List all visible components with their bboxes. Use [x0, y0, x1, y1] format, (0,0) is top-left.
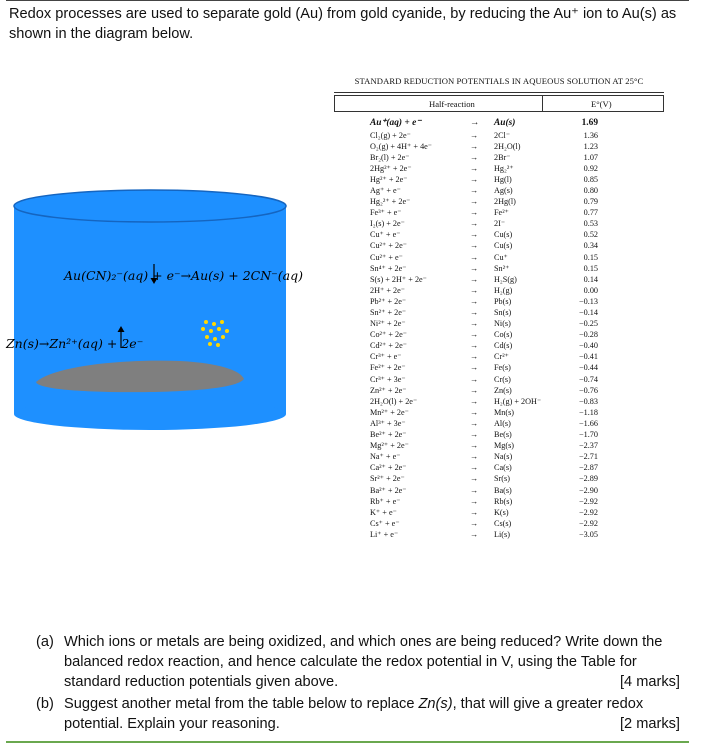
half-reaction-left: Fe³⁺ + e⁻	[370, 208, 402, 218]
reaction-arrow: →	[470, 219, 479, 229]
potential-value: 0.53	[583, 219, 598, 229]
question-a-marks: [4 marks]	[619, 674, 680, 690]
reaction-arrow: →	[470, 385, 479, 395]
half-reaction-left: Hg²⁺ + 2e⁻	[370, 174, 408, 184]
half-reaction-left: Pb²⁺ + 2e⁻	[370, 296, 407, 306]
half-reaction-right: Sn(s)	[494, 308, 512, 317]
reaction-arrow: →	[470, 197, 479, 207]
half-reaction-right: Cu(s)	[494, 241, 513, 251]
half-reaction-right: H₂(g)	[494, 285, 513, 295]
half-reaction-left: Fe²⁺ + 2e⁻	[370, 363, 406, 373]
half-reaction-left: Cr³⁺ + 3e⁻	[370, 374, 406, 384]
reduction-potentials-table	[334, 72, 664, 620]
reaction-arrow: →	[470, 118, 480, 128]
half-reaction-left: Cl₂(g) + 2e⁻	[370, 130, 411, 140]
table-row	[334, 351, 664, 362]
table-row	[334, 141, 664, 152]
table-row	[334, 496, 664, 507]
half-reaction-right: H₂(g) + 2OH⁻	[494, 396, 542, 406]
half-reaction-right: Cr²⁺	[494, 352, 509, 362]
table-row	[334, 462, 664, 473]
reaction-arrow: →	[470, 496, 479, 506]
half-reaction-left: K⁺ + e⁻	[370, 507, 397, 517]
potential-value: −2.87	[579, 463, 598, 473]
reaction-arrow: →	[470, 407, 479, 417]
potential-value: −0.83	[579, 396, 598, 406]
half-reaction-right: Hg₂²⁺	[494, 163, 514, 173]
half-reaction-right: Ca(s)	[494, 463, 512, 473]
half-reaction-left: Mg²⁺ + 2e⁻	[370, 441, 409, 451]
reaction-arrow: →	[470, 374, 479, 384]
table-row	[334, 185, 664, 196]
table-row	[334, 252, 664, 263]
potential-value: 1.69	[581, 118, 598, 128]
half-reaction-left: Hg₂²⁺ + 2e⁻	[370, 197, 411, 207]
table-row	[334, 229, 664, 240]
reaction-arrow: →	[470, 341, 479, 351]
potential-value: −2.71	[579, 452, 598, 462]
half-reaction-left: Au⁺(aq) + e⁻	[370, 118, 422, 128]
reaction-arrow: →	[470, 208, 479, 218]
potential-value: 1.23	[583, 141, 598, 151]
half-reaction-right: Zn(s)	[494, 385, 512, 395]
half-reaction-right: 2Hg(l)	[494, 197, 516, 207]
reaction-arrow: →	[470, 263, 479, 273]
reaction-arrow: →	[470, 141, 479, 151]
half-reaction-right: Li(s)	[494, 529, 510, 539]
reaction-arrow: →	[470, 252, 479, 262]
table-row	[334, 130, 664, 141]
reaction-arrow: →	[470, 363, 479, 373]
reaction-arrow: →	[470, 529, 479, 539]
potential-value: 0.34	[583, 241, 598, 251]
potential-value: −0.28	[579, 330, 598, 340]
potential-value: 0.79	[583, 197, 598, 207]
half-reaction-left: Al³⁺ + 3e⁻	[370, 418, 406, 428]
question-a-letter: (a)	[36, 634, 54, 650]
potential-value: 0.80	[583, 185, 598, 195]
half-reaction-right: Sn²⁺	[494, 263, 510, 273]
question-b-text-pre: Suggest another metal from the table below to replace	[64, 696, 419, 712]
table-row	[334, 307, 664, 318]
bottom-rule	[6, 741, 689, 743]
reaction-arrow: →	[470, 418, 479, 428]
half-reaction-right: Hg(l)	[494, 174, 512, 184]
tank-bottom	[14, 398, 286, 430]
half-reaction-left: Ca²⁺ + 2e⁻	[370, 463, 407, 473]
half-reaction-left: Sr²⁺ + 2e⁻	[370, 474, 405, 484]
potential-value: −0.40	[579, 341, 598, 351]
table-row	[334, 407, 664, 418]
table-row	[334, 473, 664, 484]
table-row	[334, 440, 664, 451]
zinc-oxidation-label: Zn(s)→Zn²⁺(aq) + 2e⁻	[6, 336, 144, 351]
half-reaction-right: Rb(s)	[494, 496, 513, 506]
potential-value: −1.70	[579, 430, 598, 440]
potential-value: 1.07	[583, 152, 598, 162]
half-reaction-right: Ag(s)	[494, 185, 513, 195]
table-header-rule	[334, 111, 664, 112]
potential-value: −2.89	[579, 474, 598, 484]
potential-value: −1.18	[579, 407, 598, 417]
table-row	[334, 274, 664, 285]
half-reaction-right: Cs(s)	[494, 518, 512, 528]
tank-illustration	[0, 182, 300, 432]
table-row	[334, 240, 664, 251]
reaction-arrow: →	[470, 185, 479, 195]
table-top-rule	[334, 92, 664, 93]
potential-value: 1.36	[583, 130, 598, 140]
intro-text: Redox processes are used to separate gold (Au) from gold cyanide, by reducing the Au⁺ ion to Au(s) as shown in the diagram below.	[9, 6, 677, 42]
potential-value: 0.00	[583, 285, 598, 295]
table-row	[334, 340, 664, 351]
table-row	[334, 196, 664, 207]
table-row	[334, 163, 664, 174]
table-title: STANDARD REDUCTION POTENTIALS IN AQUEOUS SOLUTION AT 25°C	[354, 76, 644, 86]
half-reaction-right: Cr(s)	[494, 374, 511, 384]
potential-value: −0.41	[579, 352, 598, 362]
reaction-arrow: →	[470, 441, 479, 451]
half-reaction-left: Zn²⁺ + 2e⁻	[370, 385, 407, 395]
table-row	[334, 285, 664, 296]
half-reaction-left: Sn⁴⁺ + 2e⁻	[370, 263, 407, 273]
half-reaction-left: Cu²⁺ + 2e⁻	[370, 241, 408, 251]
half-reaction-left: I₂(s) + 2e⁻	[370, 219, 405, 229]
half-reaction-right: Na(s)	[494, 452, 513, 462]
half-reaction-right: Mg(s)	[494, 441, 515, 451]
half-reaction-right: 2Br⁻	[494, 152, 511, 162]
half-reaction-left: S(s) + 2H⁺ + 2e⁻	[370, 274, 427, 284]
question-b-marks: [2 marks]	[619, 716, 680, 732]
table-row	[334, 263, 664, 274]
potential-value: 0.85	[583, 174, 598, 184]
half-reaction-left: Cu²⁺ + e⁻	[370, 252, 403, 262]
half-reaction-left: Cs⁺ + e⁻	[370, 518, 400, 528]
header-potential: E°(V)	[591, 99, 612, 109]
question-a	[36, 632, 696, 692]
half-reaction-left: Br₂(l) + 2e⁻	[370, 152, 410, 162]
table-row	[334, 507, 664, 518]
potential-value: −3.05	[579, 529, 598, 539]
half-reaction-left: 2Hg²⁺ + 2e⁻	[370, 163, 412, 173]
half-reaction-right: Pb(s)	[494, 296, 512, 306]
half-reaction-left: Na⁺ + e⁻	[370, 452, 401, 462]
table-top-rule-2	[334, 95, 664, 96]
half-reaction-right: Cu⁺	[494, 252, 508, 262]
reaction-arrow: →	[470, 152, 479, 162]
table-row	[334, 374, 664, 385]
half-reaction-left: Cd²⁺ + 2e⁻	[370, 341, 408, 351]
reaction-arrow: →	[470, 285, 479, 295]
question-b	[36, 694, 696, 734]
half-reaction-left: Ag⁺ + e⁻	[370, 185, 401, 195]
potential-value: −0.25	[579, 319, 598, 329]
half-reaction-right: K(s)	[494, 507, 509, 517]
half-reaction-left: Mn²⁺ + 2e⁻	[370, 407, 409, 417]
half-reaction-left: 2H⁺ + 2e⁻	[370, 285, 406, 295]
half-reaction-left: Be²⁺ + 2e⁻	[370, 430, 407, 440]
potential-value: −0.13	[579, 296, 598, 306]
table-row	[334, 451, 664, 462]
table-row	[334, 385, 664, 396]
reaction-arrow: →	[470, 485, 479, 495]
reaction-arrow: →	[470, 241, 479, 251]
half-reaction-left: Ba²⁺ + 2e⁻	[370, 485, 407, 495]
half-reaction-left: 2H₂O(l) + 2e⁻	[370, 396, 418, 406]
table-row	[334, 318, 664, 329]
half-reaction-left: Rb⁺ + e⁻	[370, 496, 401, 506]
reaction-arrow: →	[470, 330, 479, 340]
half-reaction-left: Co²⁺ + 2e⁻	[370, 330, 408, 340]
table-row	[334, 218, 664, 229]
half-reaction-right: Sr(s)	[494, 474, 510, 484]
half-reaction-right: Ba(s)	[494, 485, 512, 495]
potential-value: −2.90	[579, 485, 598, 495]
half-reaction-right: Ni(s)	[494, 319, 511, 329]
half-reaction-right: 2Cl⁻	[494, 130, 511, 140]
potential-value: 0.15	[583, 263, 598, 273]
reaction-arrow: →	[470, 163, 479, 173]
half-reaction-left: Cr³⁺ + e⁻	[370, 352, 402, 362]
potential-value: 0.77	[583, 208, 598, 218]
reaction-arrow: →	[470, 518, 479, 528]
half-reaction-right: Fe(s)	[494, 363, 511, 373]
half-reaction-left: Li⁺ + e⁻	[370, 529, 399, 539]
half-reaction-right: Fe²⁺	[494, 208, 509, 218]
table-row	[334, 174, 664, 185]
half-reaction-right: 2H₂O(l)	[494, 141, 521, 151]
table-row	[334, 429, 664, 440]
question-b-metal: Zn(s)	[418, 696, 453, 712]
reaction-arrow: →	[470, 474, 479, 484]
header-half-reaction: Half-reaction	[429, 99, 475, 109]
potential-value: −2.92	[579, 507, 598, 517]
reaction-arrow: →	[470, 274, 479, 284]
potential-value: 0.14	[583, 274, 598, 284]
table-rows	[334, 117, 664, 540]
reaction-arrow: →	[470, 230, 479, 240]
half-reaction-right: Co(s)	[494, 330, 513, 340]
potential-value: −2.92	[579, 518, 598, 528]
potential-value: −0.14	[579, 308, 598, 317]
table-row	[334, 296, 664, 307]
reaction-arrow: →	[470, 308, 479, 317]
tank-rim	[14, 190, 286, 222]
half-reaction-right: Be(s)	[494, 430, 512, 440]
reaction-arrow: →	[470, 174, 479, 184]
half-reaction-left: Cu⁺ + e⁻	[370, 230, 401, 240]
half-reaction-right: Cu(s)	[494, 230, 513, 240]
potential-value: 0.52	[583, 230, 598, 240]
top-rule	[6, 0, 689, 1]
potential-value: −0.44	[579, 363, 598, 373]
half-reaction-left: Sn²⁺ + 2e⁻	[370, 308, 407, 317]
table-row	[334, 362, 664, 373]
reaction-arrow: →	[470, 319, 479, 329]
half-reaction-left: Ni²⁺ + 2e⁻	[370, 319, 406, 329]
table-row	[334, 152, 664, 163]
question-b-letter: (b)	[36, 696, 54, 712]
half-reaction-right: Al(s)	[494, 418, 511, 428]
reaction-arrow: →	[470, 463, 479, 473]
table-row	[334, 485, 664, 496]
reaction-arrow: →	[470, 507, 479, 517]
gold-reduction-label: Au(CN)₂⁻(aq) + e⁻→Au(s) + 2CN⁻(aq)	[64, 268, 303, 283]
table-row	[334, 329, 664, 340]
table-row	[334, 418, 664, 429]
half-reaction-left: O₂(g) + 4H⁺ + 4e⁻	[370, 141, 433, 151]
cyanide-tank-diagram	[0, 182, 303, 432]
reaction-arrow: →	[470, 296, 479, 306]
table-row	[334, 396, 664, 407]
table-row	[334, 529, 664, 540]
potential-value: −1.66	[579, 418, 598, 428]
table-row	[334, 117, 664, 130]
table-row	[334, 207, 664, 218]
half-reaction-right: Mn(s)	[494, 407, 515, 417]
potential-value: −0.74	[579, 374, 598, 384]
potential-value: −0.76	[579, 385, 598, 395]
potential-value: 0.92	[583, 163, 598, 173]
half-reaction-right: H₂S(g)	[494, 274, 517, 284]
half-reaction-right: Au(s)	[494, 118, 516, 128]
half-reaction-right: Cd(s)	[494, 341, 513, 351]
reaction-arrow: →	[470, 130, 479, 140]
reaction-arrow: →	[470, 352, 479, 362]
potential-value: 0.15	[583, 252, 598, 262]
half-reaction-right: 2I⁻	[494, 219, 506, 229]
potential-value: −2.37	[579, 441, 598, 451]
table-row	[334, 518, 664, 529]
potential-value: −2.92	[579, 496, 598, 506]
question-b-text-post: , that will give a greater redox potential. Explain your reasoning.	[64, 696, 644, 732]
question-a-text: Which ions or metals are being oxidized, and which ones are being reduced? Write down the balanced redox reaction, and hence calculate the redox potential in V, using the Table for standard reduction potentials given above.	[64, 634, 663, 690]
reaction-arrow: →	[470, 430, 479, 440]
reaction-arrow: →	[470, 396, 479, 406]
reaction-arrow: →	[470, 452, 479, 462]
